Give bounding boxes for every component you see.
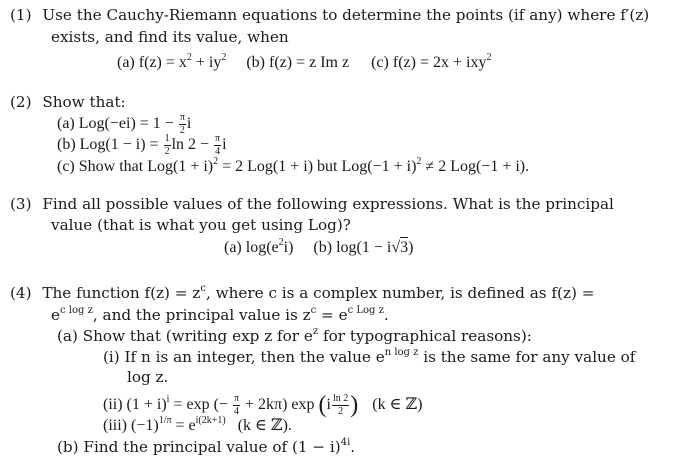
fraction-pi-over-2: $\frac{\pi}{2}$ [179, 112, 185, 136]
q1a-expr: $f(z) = x^2 + iy^2$ [138, 52, 227, 71]
q2c-label: (c) [57, 158, 75, 175]
q2c-expr: Show that $Log(1 + i)^2 = 2$ Log(1 + i) but $Log(-1 + i)^2 \ne 2$ Log(−1 + i). [78, 156, 530, 175]
q2a [57, 113, 191, 136]
q3-number: (3) [10, 195, 32, 213]
sqrt-sign: √ [391, 239, 401, 256]
q3b-label: (b) [313, 239, 333, 256]
q4b-label: (b) [57, 438, 79, 456]
q1-number: (1) [10, 6, 32, 24]
q4a-ii-expr: $(1 + i)^i = \exp$ (− $\frac{\pi}{4}$ + 2kπ) exp (i $\frac{\ln 2}{2}$ ) (k ∈ ℤ) [126, 392, 423, 418]
q3a-label: (a) [224, 239, 242, 256]
q2-intro: Show that: [42, 93, 126, 111]
q2b-expr: Log(1 − i) = $\frac{1}{2}$ ln 2 − $\frac{\pi}{4}$ i [79, 133, 227, 157]
q4a-ii-label: (ii) [103, 396, 123, 413]
q2a-expr: Log(−ei) = 1 − $\frac{\pi}{2}$ i [78, 112, 192, 136]
q1c-label: (c) [371, 54, 389, 71]
q4a-text: Show that (writing exp z for $e^z$ for typographical reasons): [82, 326, 532, 345]
q4a-label: (a) [57, 327, 78, 345]
fraction-pi-over-4: $\frac{\pi}{4}$ [233, 392, 239, 417]
fraction-ln2-over-2: $\frac{\ln 2}{2}$ [332, 392, 349, 417]
q4-line1 [10, 284, 594, 302]
q1a-label: (a) [117, 54, 135, 71]
q4-number: (4) [10, 284, 32, 302]
q1-text-line2: exists, and find its value, when [51, 28, 289, 46]
q4b [57, 438, 355, 456]
q3b-expr: log(1 − i√3) [336, 239, 414, 256]
q4a [57, 327, 532, 345]
q4a-i-line2: log z. [127, 368, 169, 386]
q4-text-line2: $e^{c log z}$, and the principal value is $z^c = e^{c Log z}$. [51, 305, 389, 324]
q4a-iii [103, 416, 292, 435]
q4a-i-text: If n is an integer, then the value $e^{n log z}$ is the same for any value of [124, 347, 636, 366]
q2a-label: (a) [57, 115, 75, 133]
q2-number: (2) [10, 93, 32, 111]
q3-line1 [10, 195, 614, 213]
q3a-expr: $\log(e^2i)$ [245, 237, 294, 256]
q3-text-line1: Find all possible values of the following expressions. What is the principal [42, 195, 614, 213]
q2b [57, 134, 227, 157]
q4-text-line1: The function $f(z) = z^c$, where c is a complex number, is defined as f(z) = [42, 283, 595, 302]
q2-line1 [10, 93, 126, 111]
q1c-expr: f(z) = 2x + ixy$^2$ [392, 52, 492, 71]
fraction-pi-over-4: $\frac{\pi}{4}$ [215, 133, 221, 157]
q1b-label: (b) [246, 54, 265, 71]
q1b-expr: f(z) = z Im z [269, 54, 350, 71]
q2c [57, 157, 529, 176]
fraction-1-over-2: $\frac{1}{2}$ [164, 133, 170, 157]
q3-text-line2: value (that is what you get using Log)? [51, 216, 351, 234]
q4a-i-label: (i) [103, 348, 120, 366]
q4a-i [103, 348, 635, 366]
q4b-text: Find the principal value of $(1 - i)^{4i}$. [83, 437, 356, 456]
q1-line1 [10, 6, 649, 24]
q1-text-line1: Use the Cauchy-Riemann equations to determine the points (if any) where f′(z) [42, 6, 650, 24]
q4a-iii-expr: $(-1)^{1/\pi} = e^{i(2k+1)}$ (k ∈ ℤ). [131, 415, 292, 434]
q3-parts [224, 238, 413, 257]
q2b-label: (b) [57, 136, 76, 154]
q1-parts [117, 53, 491, 72]
q4a-iii-label: (iii) [103, 417, 127, 434]
